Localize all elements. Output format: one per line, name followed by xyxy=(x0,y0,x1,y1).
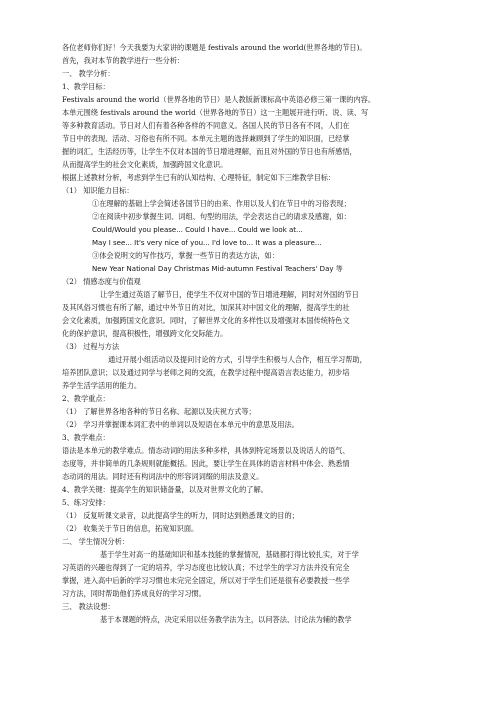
example-phrases: New Year National Day Christmas Mid-autumn Festival Teachers' Day 等 xyxy=(92,265,343,273)
paragraph-line: 及其风俗习惯也有所了解，通过中外节日的对比，加深其对中国文化的理解，提高学生的社 xyxy=(62,303,350,312)
paragraph-line: 节日中的表现、活动、习俗也有所不同。本单元主题的选择兼顾到了学生的知识面，已经掌 xyxy=(62,134,350,143)
section-heading: 一、 教学分析： xyxy=(62,69,115,78)
paragraph-line: 化的保护意识，提高积极性，增强跨文化交际能力。 xyxy=(62,329,228,338)
paragraph-line: 养学生活学活用的能力。 xyxy=(62,381,142,390)
paragraph-line: 等多种教育活动。节日对人们有着各种各样的不同意义。各国人民的节日各有不同，人们在 xyxy=(62,121,350,130)
list-heading: （2） 情感态度与价值观 xyxy=(62,277,141,286)
paragraph-line: 语法是本单元的教学难点。情态动词的用法多种多样，具体到特定场景以及说话人的语气、 xyxy=(62,446,350,455)
list-item: ①在理解的基础上学会简述各国节日的由来、作用以及人们在节日中的习俗表现； xyxy=(92,199,351,208)
list-item: （2） 收集关于节日的信息，拓宽知识面。 xyxy=(62,524,199,533)
section-heading: 三、 教法设想： xyxy=(62,602,115,611)
paragraph-line: 根据上述教材分析，考虑到学生已有的认知结构、心理特征，制定如下三维教学目标： xyxy=(62,173,336,182)
paragraph-line: 态度等，并非简单的几条规则就能概括。因此，要让学生在具体的语言材料中体会、熟悉情 xyxy=(62,459,350,468)
list-item: （1） 反复听课文录音，以此提高学生的听力，同时达到熟悉课文的目的； xyxy=(62,511,299,520)
paragraph-line: 本单元围绕 festivals around the world（世界各地的节日）这一主题展开进行听、说、读、写 xyxy=(62,108,369,117)
subsection-heading: 1、教学目标： xyxy=(62,82,110,91)
paragraph-line: 会文化素质，加强跨国文化意识。同时，了解世界文化的多样性以及增强对本国传统特色文 xyxy=(62,316,350,325)
intro-line: 首先，我对本节的教学进行一些分析： xyxy=(62,56,185,65)
paragraph-line: 习英语的兴趣也得到了一定的培养，学习态度也比较认真；不过学生的学习方法并没有完全 xyxy=(62,563,350,572)
paragraph-line: 习方法，同时帮助他们养成良好的学习习惯。 xyxy=(62,589,206,598)
paragraph-line: 掌握，进入高中后新的学习习惯也未完完全固定，所以对于学生们还是很有必要教授一些学 xyxy=(62,576,350,585)
paragraph-line: Festivals around the world（世界各地的节日）是人教版新课标高中英语必修三第一课的内容。 xyxy=(62,95,376,104)
intro-line: 各位老师你们好！今天我要为大家讲的课题是 festivals around the world(世界各地的节日)。 xyxy=(62,43,367,52)
example-phrases: Could/Would you please... Could I have... Could we look at... xyxy=(92,226,303,234)
paragraph-line: 从而提高学生的社会文化素质，加强跨国文化意识。 xyxy=(62,160,228,169)
paragraph-line: 基于本课题的特点，决定采用以任务教学法为主，以问答法、讨论法为辅的教学 xyxy=(100,615,352,624)
example-phrases: May I see... It's very nice of you... I'd love to... It was a pleasure... xyxy=(92,239,322,247)
list-heading: （1） 知识能力目标： xyxy=(62,186,134,195)
section-heading: 二、 学生情况分析： xyxy=(62,537,129,546)
paragraph-line: 握的词汇，生活经历等，让学生不仅对本国的节日增进理解，而且对外国的节日也有所感悟， xyxy=(62,147,357,156)
paragraph-line: 通过开展小组活动以及提问讨论的方式，引导学生积极与人合作，相互学习帮助， xyxy=(108,355,367,364)
paragraph-line: 态动词的用法。同时还有构词法中的形容词词缀的用法及意义。 xyxy=(62,472,264,481)
subsection-heading: 2、教学重点： xyxy=(62,394,110,403)
list-item: ③体会说明文的写作技巧，掌握一些节日的表达方法，如： xyxy=(92,251,279,260)
subsection-heading: 5、练习安排： xyxy=(62,498,110,507)
paragraph-line: 让学生通过英语了解节日，使学生不仅对中国的节日增进理解，同时对外国的节日 xyxy=(100,290,359,299)
paragraph-line: 培养团队意识；以及通过同学与老师之间的交流，在教学过程中提高语言表达能力，初步培 xyxy=(62,368,350,377)
list-item: ②在阅读中初步掌握生词、词组、句型的用法，学会表达自己的请求及感谢，如： xyxy=(92,212,351,221)
list-item: （2） 学习并掌握课本词汇表中的单词以及短语在本单元中的意思及用法。 xyxy=(62,420,299,429)
list-heading: （3） 过程与方法 xyxy=(62,342,120,351)
paragraph-line: 基于学生对高一的基础知识和基本技能的掌握情况，基础都打得比较扎实，对于学 xyxy=(100,550,359,559)
subsection-heading: 4、教学关键：提高学生的知识储备量，以及对世界文化的了解。 xyxy=(62,485,268,494)
subsection-heading: 3、教学难点： xyxy=(62,433,110,442)
list-item: （1） 了解世界各地各种的节日名称、起源以及庆祝方式等； xyxy=(62,407,256,416)
